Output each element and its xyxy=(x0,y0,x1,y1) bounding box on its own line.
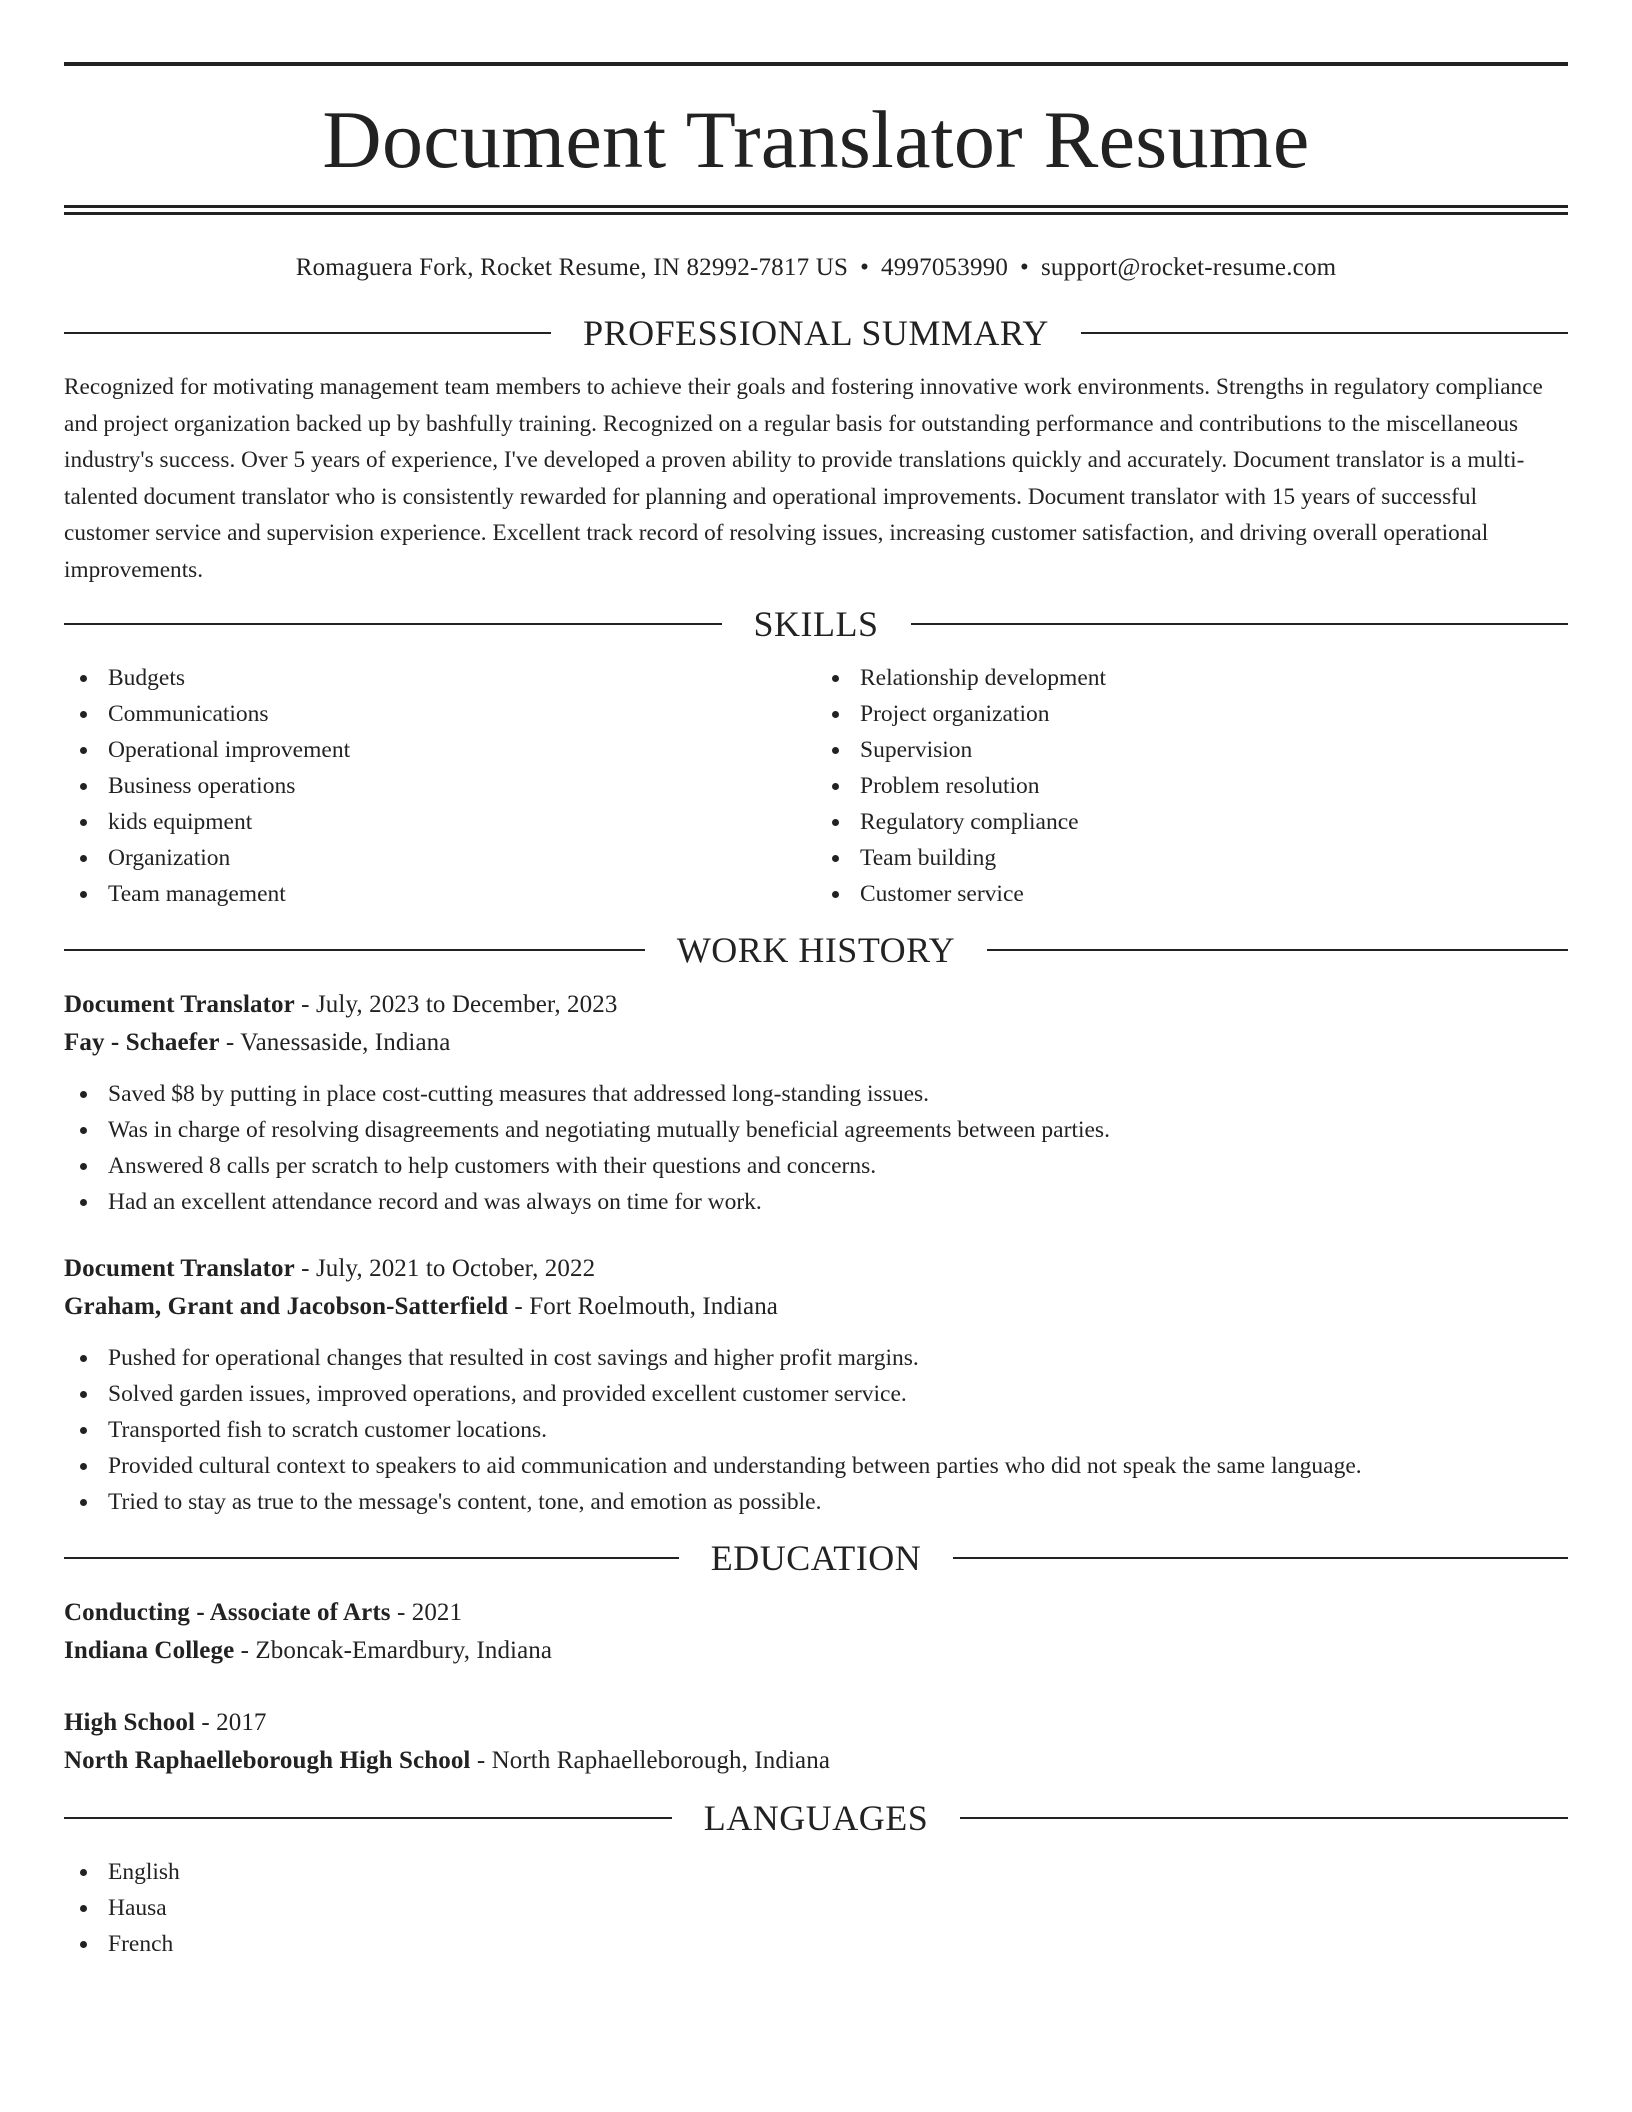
contact-phone: 4997053990 xyxy=(881,254,1009,281)
heading-rule xyxy=(64,332,551,334)
employer-location: - Vanessaside, Indiana xyxy=(219,1029,451,1056)
school-location: - Zboncak-Emardbury, Indiana xyxy=(234,1637,553,1664)
contact-address: Romaguera Fork, Rocket Resume, IN 82992-7817 US xyxy=(295,254,849,281)
degree-year: - 2017 xyxy=(195,1709,267,1736)
section-heading-education xyxy=(64,1536,1568,1580)
list-item: Organization xyxy=(64,840,816,876)
education-entry xyxy=(64,1594,1568,1670)
contact-separator: • xyxy=(860,254,870,281)
list-item: Regulatory compliance xyxy=(816,804,1568,840)
list-item: Supervision xyxy=(816,732,1568,768)
list-item: Was in charge of resolving disagreements and negotiating mutually beneficial agreements between parties. xyxy=(64,1112,1568,1148)
employer-name: Fay - Schaefer xyxy=(64,1029,220,1056)
heading-rule xyxy=(64,1557,679,1559)
languages-list xyxy=(64,1854,1568,1962)
contact-separator: • xyxy=(1020,254,1029,281)
job-dates: - July, 2023 to December, 2023 xyxy=(294,991,618,1018)
skills-list-left xyxy=(64,660,816,912)
school-name: Indiana College xyxy=(64,1637,235,1664)
section-heading-skills xyxy=(64,602,1568,646)
heading-rule xyxy=(1081,332,1568,334)
contact-line xyxy=(64,251,1568,285)
summary-text: Recognized for motivating management team members to achieve their goals and fostering innovative work environments. Strengths in regulatory compliance and project organization backed up by bashfully training. Recognized on a regular basis for outstanding performance and contributions to the miscellaneous industry's success. Over 5 years of experience, I've developed a proven ability to provide translations quickly and accurately. Document translator is a multi-talented document translator who is consistently rewarded for planning and operational improvements. Document translator with 15 years of successful customer service and supervision experience. Excellent track record of resolving issues, increasing customer satisfaction, and driving overall operational improvements. xyxy=(64,374,1543,583)
contact-email: support@rocket-resume.com xyxy=(1041,254,1337,281)
employer-location: - Fort Roelmouth, Indiana xyxy=(508,1293,778,1320)
heading-rule xyxy=(960,1817,1568,1819)
job-title-line xyxy=(64,1250,1568,1288)
list-item: Team management xyxy=(64,876,816,912)
title-double-rule xyxy=(64,205,1568,215)
list-item: Relationship development xyxy=(816,660,1568,696)
employer-name: Graham, Grant and Jacobson-Satterfield xyxy=(64,1293,509,1320)
list-item: Budgets xyxy=(64,660,816,696)
degree-year: - 2021 xyxy=(390,1599,463,1626)
list-item: Solved garden issues, improved operations, and provided excellent customer service. xyxy=(64,1376,1568,1412)
section-title: LANGUAGES xyxy=(703,1798,929,1838)
heading-rule xyxy=(64,949,645,951)
school-line xyxy=(64,1632,1568,1670)
skills-list-right xyxy=(816,660,1568,912)
section-heading-languages xyxy=(64,1796,1568,1840)
job-title: Document Translator xyxy=(64,991,295,1018)
list-item: Project organization xyxy=(816,696,1568,732)
section-title: PROFESSIONAL SUMMARY xyxy=(583,313,1049,353)
heading-rule xyxy=(987,949,1568,951)
list-item: kids equipment xyxy=(64,804,816,840)
list-item: Team building xyxy=(816,840,1568,876)
list-item: Customer service xyxy=(816,876,1568,912)
list-item: Pushed for operational changes that resulted in cost savings and higher profit margins. xyxy=(64,1340,1568,1376)
list-item: Communications xyxy=(64,696,816,732)
resume-content xyxy=(64,62,1568,1962)
heading-rule xyxy=(911,623,1569,625)
list-item: French xyxy=(64,1926,1568,1962)
list-item: Transported fish to scratch customer locations. xyxy=(64,1412,1568,1448)
section-heading-work xyxy=(64,928,1568,972)
list-item: Saved $8 by putting in place cost-cutting measures that addressed long-standing issues. xyxy=(64,1076,1568,1112)
school-name: North Raphaelleborough High School xyxy=(64,1747,471,1774)
resume-title: Document Translator Resume xyxy=(322,94,1310,185)
section-title: WORK HISTORY xyxy=(676,930,956,970)
section-title: SKILLS xyxy=(753,604,879,644)
heading-rule xyxy=(64,1817,672,1819)
heading-rule xyxy=(953,1557,1568,1559)
job-bullets xyxy=(64,1340,1568,1520)
list-item: Provided cultural context to speakers to aid communication and understanding between parties who did not speak the same language. xyxy=(64,1448,1568,1484)
degree-line xyxy=(64,1594,1568,1632)
section-title: EDUCATION xyxy=(710,1538,922,1578)
employer-line xyxy=(64,1024,1568,1062)
education-entry xyxy=(64,1704,1568,1780)
job-title-line xyxy=(64,986,1568,1024)
list-item: Business operations xyxy=(64,768,816,804)
degree-name: Conducting - Associate of Arts xyxy=(64,1599,391,1626)
heading-rule xyxy=(64,623,722,625)
list-item: Hausa xyxy=(64,1890,1568,1926)
work-entry xyxy=(64,986,1568,1220)
job-title: Document Translator xyxy=(64,1255,295,1282)
list-item: Problem resolution xyxy=(816,768,1568,804)
list-item: English xyxy=(64,1854,1568,1890)
job-bullets xyxy=(64,1076,1568,1220)
skills-columns xyxy=(64,660,1568,912)
section-heading-summary xyxy=(64,311,1568,355)
employer-line xyxy=(64,1288,1568,1326)
work-entry xyxy=(64,1250,1568,1520)
list-item: Operational improvement xyxy=(64,732,816,768)
degree-name: High School xyxy=(64,1709,195,1736)
school-location: - North Raphaelleborough, Indiana xyxy=(470,1747,831,1774)
list-item: Tried to stay as true to the message's content, tone, and emotion as possible. xyxy=(64,1484,1568,1520)
list-item: Answered 8 calls per scratch to help customers with their questions and concerns. xyxy=(64,1148,1568,1184)
school-line xyxy=(64,1742,1568,1780)
degree-line xyxy=(64,1704,1568,1742)
job-dates: - July, 2021 to October, 2022 xyxy=(294,1255,596,1282)
list-item: Had an excellent attendance record and was always on time for work. xyxy=(64,1184,1568,1220)
